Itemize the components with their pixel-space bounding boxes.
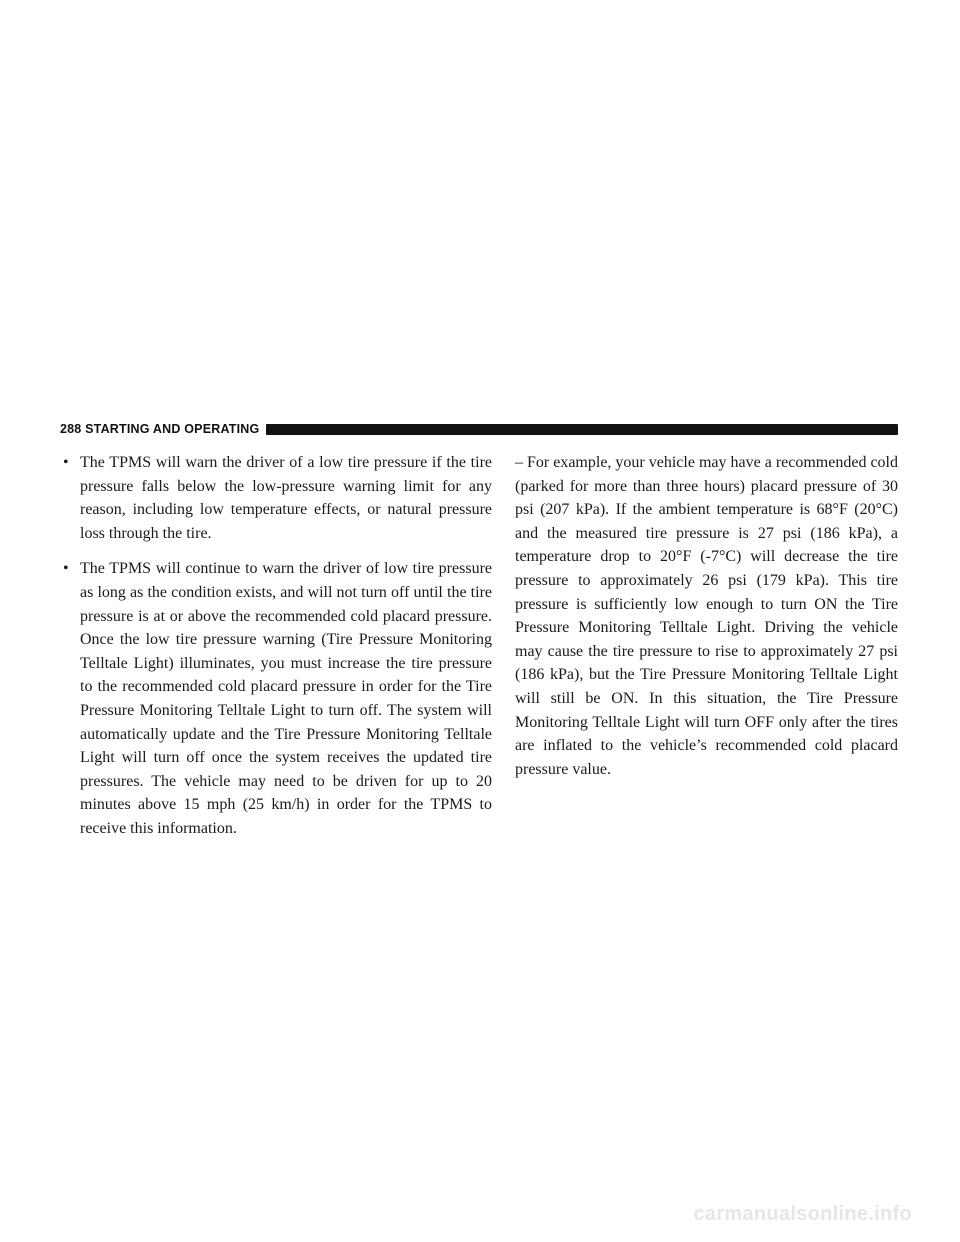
bullet-item	[60, 451, 492, 545]
bullet-text: The TPMS will warn the driver of a low tire pressure if the tire pressure falls below the low-pressure warning limit for any reason, including low temperature effects, or natural pressure loss through the tire.	[80, 454, 492, 542]
site-watermark: carmanualsonline.info	[693, 1203, 912, 1225]
right-column	[515, 451, 898, 781]
bullet-dot-icon: •	[63, 560, 69, 578]
bullet-dot-icon: •	[63, 454, 69, 471]
left-column	[60, 451, 492, 853]
header-rule	[266, 424, 898, 435]
page-header	[60, 421, 898, 437]
bullet-text: The TPMS will continue to warn the driver of low tire pressure as long as the condition exists, and will not turn off until the tire pressure is at or above the recommended cold placard pressure. Once the low tire pressure warning (Tire Pressure Monitoring Telltale Light) illuminates, you must increase the tire pressure to the recommended cold placard pressure in order for the Tire Pressure Monitoring Telltale Light to turn off. The system will automatically update and the Tire Pressure Monitoring Telltale Light will turn off once the system receives the updated tire pressures. The vehicle may need to be driven for up to 20 minutes above 15 mph (25 km/h) in order for the TPMS to receive this information.	[80, 560, 492, 837]
page-number-and-section-title: 288 STARTING AND OPERATING	[60, 422, 260, 436]
example-paragraph: – For example, your vehicle may have a recommended cold (parked for more than three hours) placard pressure of 30 psi (207 kPa). If the ambient temperature is 68°F (20°C) and the measured tire pressure is 27 psi (186 kPa), a temperature drop to 20°F (-7°C) will decrease the tire pressure to approximately 26 psi (179 kPa). This tire pressure is sufficiently low enough to turn ON the Tire Pressure Monitoring Telltale Light. Driving the vehicle may cause the tire pressure to rise to approximately 27 psi (186 kPa), but the Tire Pressure Monitoring Telltale Light will still be ON. In this situation, the Tire Pressure Monitoring Telltale Light will turn OFF only after the tires are inflated to the vehicle’s recommended cold placard pressure value.	[515, 454, 898, 778]
bullet-item	[60, 557, 492, 840]
